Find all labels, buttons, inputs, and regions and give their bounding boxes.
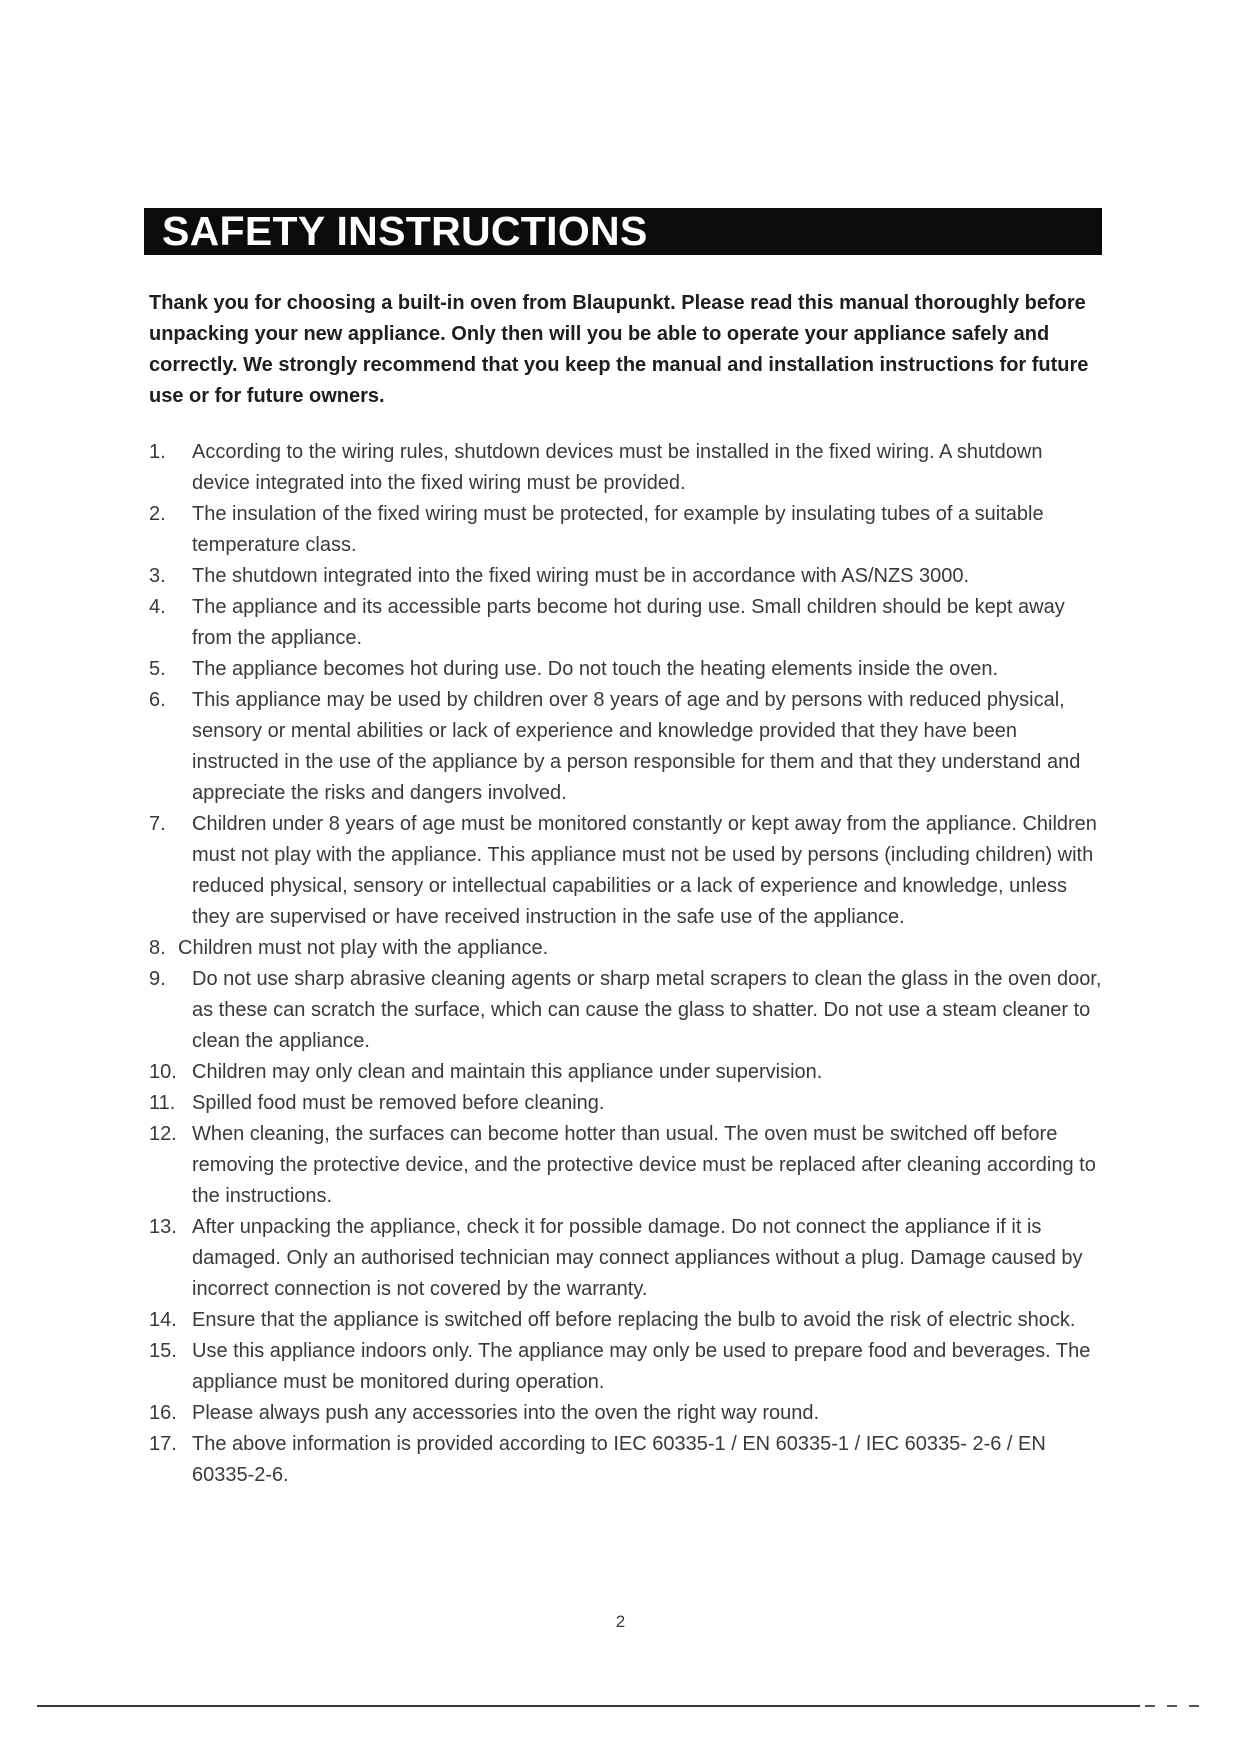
item-number: 17. <box>149 1433 177 1455</box>
item-number: 11. <box>149 1092 176 1114</box>
item-text: Children may only clean and maintain this appliance under supervision. <box>192 1061 823 1083</box>
item-text: According to the wiring rules, shutdown devices must be installed in the fixed wiring. A shutdown device integrated into the fixed wiring must be provided. <box>192 441 1043 494</box>
item-number: 5. <box>149 658 166 680</box>
list-item <box>149 592 1104 654</box>
list-item <box>149 1057 1104 1088</box>
item-text: The insulation of the fixed wiring must be protected, for example by insulating tubes of a suitable temperature class. <box>192 503 1044 556</box>
list-item <box>149 1305 1104 1336</box>
item-number: 6. <box>149 689 166 711</box>
list-item <box>149 654 1104 685</box>
item-number: 15. <box>149 1340 177 1362</box>
item-text: Children must not play with the appliance. <box>178 937 549 959</box>
safety-list <box>149 437 1104 1491</box>
item-number: 3. <box>149 565 166 587</box>
item-number: 10. <box>149 1061 177 1083</box>
item-number: 16. <box>149 1402 177 1424</box>
item-text: The appliance and its accessible parts become hot during use. Small children should be kept away from the appliance. <box>192 596 1065 649</box>
item-number: 13. <box>149 1216 177 1238</box>
item-text: Spilled food must be removed before cleaning. <box>192 1092 605 1114</box>
intro-paragraph: Thank you for choosing a built-in oven from Blaupunkt. Please read this manual thoroughly before unpacking your new appliance. Only then will you be able to operate your appliance safely and correctly. We strongly recommend that you keep the manual and installation instructions for future use or for future owners. <box>149 292 1089 407</box>
list-item <box>149 437 1104 499</box>
item-text: The above information is provided according to IEC 60335-1 / EN 60335-1 / IEC 60335- 2-6 / EN 60335-2-6. <box>192 1433 1046 1486</box>
item-text: Ensure that the appliance is switched off before replacing the bulb to avoid the risk of electric shock. <box>192 1309 1076 1331</box>
item-number: 12. <box>149 1123 177 1145</box>
list-item <box>149 1398 1104 1429</box>
item-text: The shutdown integrated into the fixed wiring must be in accordance with AS/NZS 3000. <box>192 565 970 587</box>
item-text: Do not use sharp abrasive cleaning agents or sharp metal scrapers to clean the glass in the oven door, as these can scratch the surface, which can cause the glass to shatter. Do not use a steam cleaner to clean the appliance. <box>192 968 1102 1052</box>
item-text: The appliance becomes hot during use. Do not touch the heating elements inside the oven. <box>192 658 999 680</box>
footer-divider-tail <box>1145 1705 1205 1707</box>
footer-divider <box>37 1705 1140 1707</box>
list-item <box>149 1119 1104 1212</box>
page-number: 2 <box>615 1612 626 1631</box>
item-text: When cleaning, the surfaces can become hotter than usual. The oven must be switched off before removing the protective device, and the protective device must be replaced after cleaning according to the instructions. <box>192 1123 1096 1207</box>
list-item <box>149 499 1104 561</box>
list-item <box>149 964 1104 1057</box>
item-text: This appliance may be used by children over 8 years of age and by persons with reduced physical, sensory or mental abilities or lack of experience and knowledge provided that they have been instructed in the use of the appliance by a person responsible for them and that they understand and appreciate the risks and dangers involved. <box>192 689 1081 804</box>
item-text: Please always push any accessories into the oven the right way round. <box>192 1402 820 1424</box>
item-number: 9. <box>149 968 166 990</box>
item-text: Use this appliance indoors only. The appliance may only be used to prepare food and beverages. The appliance must be monitored during operation. <box>192 1340 1091 1393</box>
list-item <box>149 1088 1104 1119</box>
item-number: 8. <box>149 937 166 959</box>
list-item <box>149 1212 1104 1305</box>
item-number: 14. <box>149 1309 177 1331</box>
item-number: 2. <box>149 503 166 525</box>
list-item <box>149 1336 1104 1398</box>
item-number: 1. <box>149 441 166 463</box>
item-number: 4. <box>149 596 166 618</box>
list-item <box>149 1429 1104 1491</box>
list-item <box>149 809 1104 933</box>
list-item <box>149 933 1104 964</box>
item-number: 7. <box>149 813 166 835</box>
list-item <box>149 685 1104 809</box>
item-text: After unpacking the appliance, check it for possible damage. Do not connect the appliance if it is damaged. Only an authorised technician may connect appliances without a plug. Damage caused by incorrect connection is not covered by the warranty. <box>192 1216 1083 1300</box>
list-item <box>149 561 1104 592</box>
section-title: SAFETY INSTRUCTIONS <box>144 208 1102 255</box>
item-text: Children under 8 years of age must be monitored constantly or kept away from the appliance. Children must not play with the appliance. This appliance must not be used by persons (including children) with reduced physical, sensory or intellectual capabilities or a lack of experience and knowledge, unless they are supervised or have received instruction in the safe use of the appliance. <box>192 813 1097 928</box>
